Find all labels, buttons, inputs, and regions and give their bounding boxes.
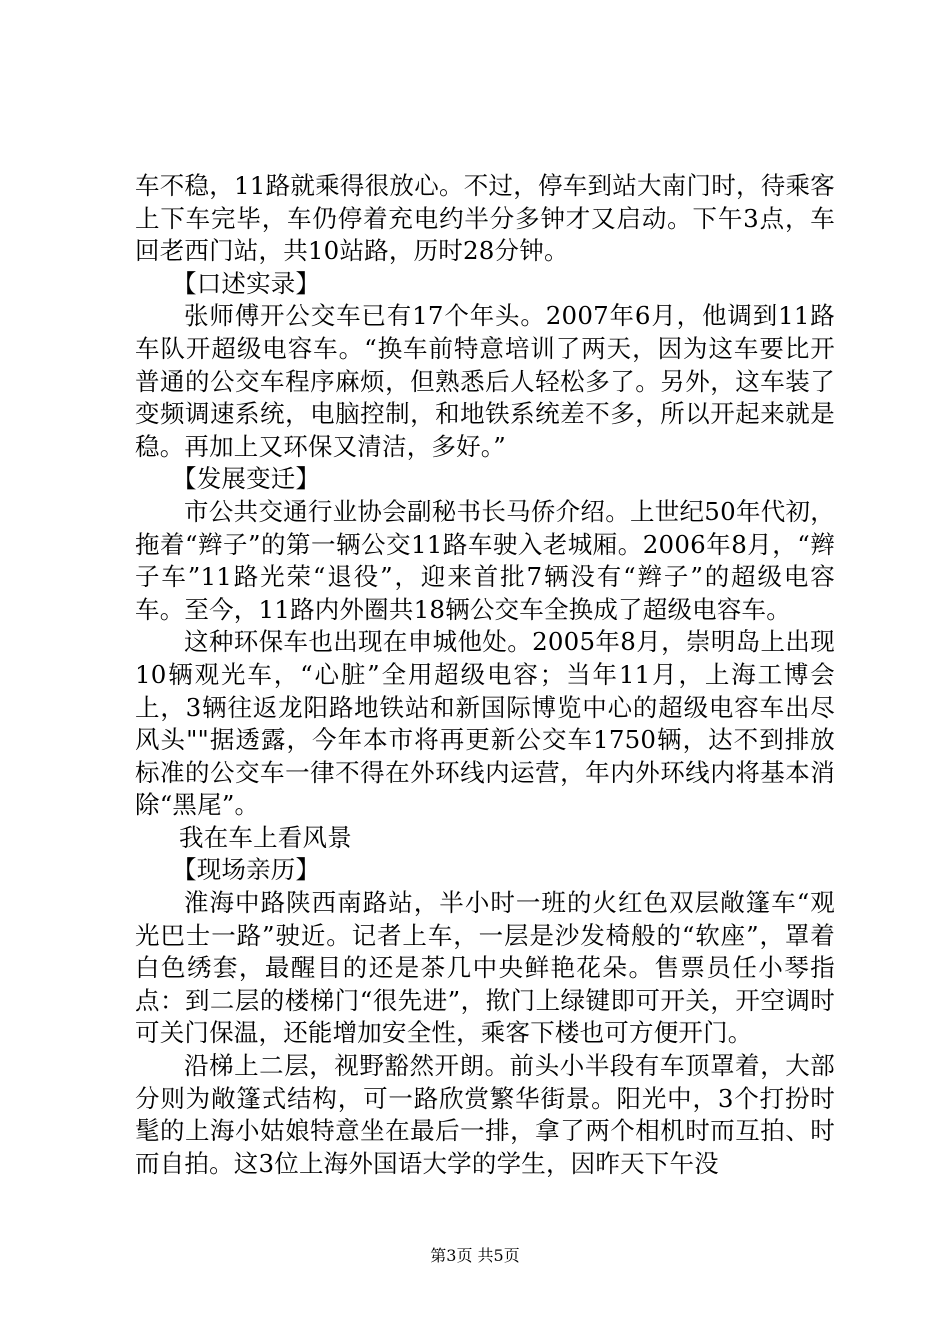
paragraph-continuation: 车不稳，11路就乘得很放心。不过，停车到站大南门时，待乘客上下车完毕，车仍停着充电约半分多钟才又启动。下午3点，车回老西门站，共10站路，历时28分钟。 [135, 171, 835, 266]
page-footer [0, 1246, 950, 1266]
article-subtitle: 我在车上看风景 [179, 822, 352, 852]
paragraph-eco-buses: 这种环保车也出现在申城他处。2005年8月，崇明岛上出现10辆观光车，“心脏”全用超级电容；当年11月，上海工博会上，3辆往返龙阳路地铁站和新国际博览中心的超级电容车出尽风头""据透露，今年本市将再更新公交车1750辆，达不到排放标准的公交车一律不得在外环线内运营，年内外环线内将基本消除“黑尾”。 [135, 627, 835, 820]
section-heading-development: 【发展变迁】 [172, 464, 321, 494]
section-heading-oral-record: 【口述实录】 [172, 268, 321, 298]
paragraph-history: 市公共交通行业协会副秘书长马侨介绍。上世纪50年代初，拖着“辫子”的第一辆公交11路车驶入老城厢。2006年8月，“辫子车”11路光荣“退役”，迎来首批7辆没有“辫子”的超级电容车。至今，11路内外圈共18辆公交车全换成了超级电容车。 [135, 496, 835, 624]
document-body [135, 170, 835, 1180]
paragraph-driver-zhang: 张师傅开公交车已有17个年头。2007年6月，他调到11路车队开超级电容车。“换车前特意培训了两天，因为这车要比开普通的公交车程序麻烦，但熟悉后人轻松多了。另外，这车装了变频调速系统，电脑控制，和地铁系统差不多，所以开起来就是稳。再加上又环保又清洁，多好。” [135, 301, 835, 461]
page-number-label: 第3页 共5页 [430, 1246, 520, 1265]
section-heading-on-site: 【现场亲历】 [172, 855, 321, 885]
paragraph-sightseeing-bus: 淮海中路陕西南路站，半小时一班的火红色双层敞篷车“观光巴士一路”驶近。记者上车，一层是沙发椅般的“软座”，罩着白色绣套，最醒目的还是茶几中央鲜艳花朵。售票员任小琴指点：到二层的楼梯门“很先进”，揿门上绿键即可开关，开空调时可关门保温，还能增加安全性，乘客下楼也可方便开门。 [135, 888, 835, 1048]
paragraph-upper-deck: 沿梯上二层，视野豁然开朗。前头小半段有车顶罩着，大部分则为敞篷式结构，可一路欣赏繁华街景。阳光中，3个打扮时髦的上海小姑娘特意坐在最后一排，拿了两个相机时而互拍、时而自拍。这3位上海外国语大学的学生，因昨天下午没 [135, 1051, 835, 1178]
